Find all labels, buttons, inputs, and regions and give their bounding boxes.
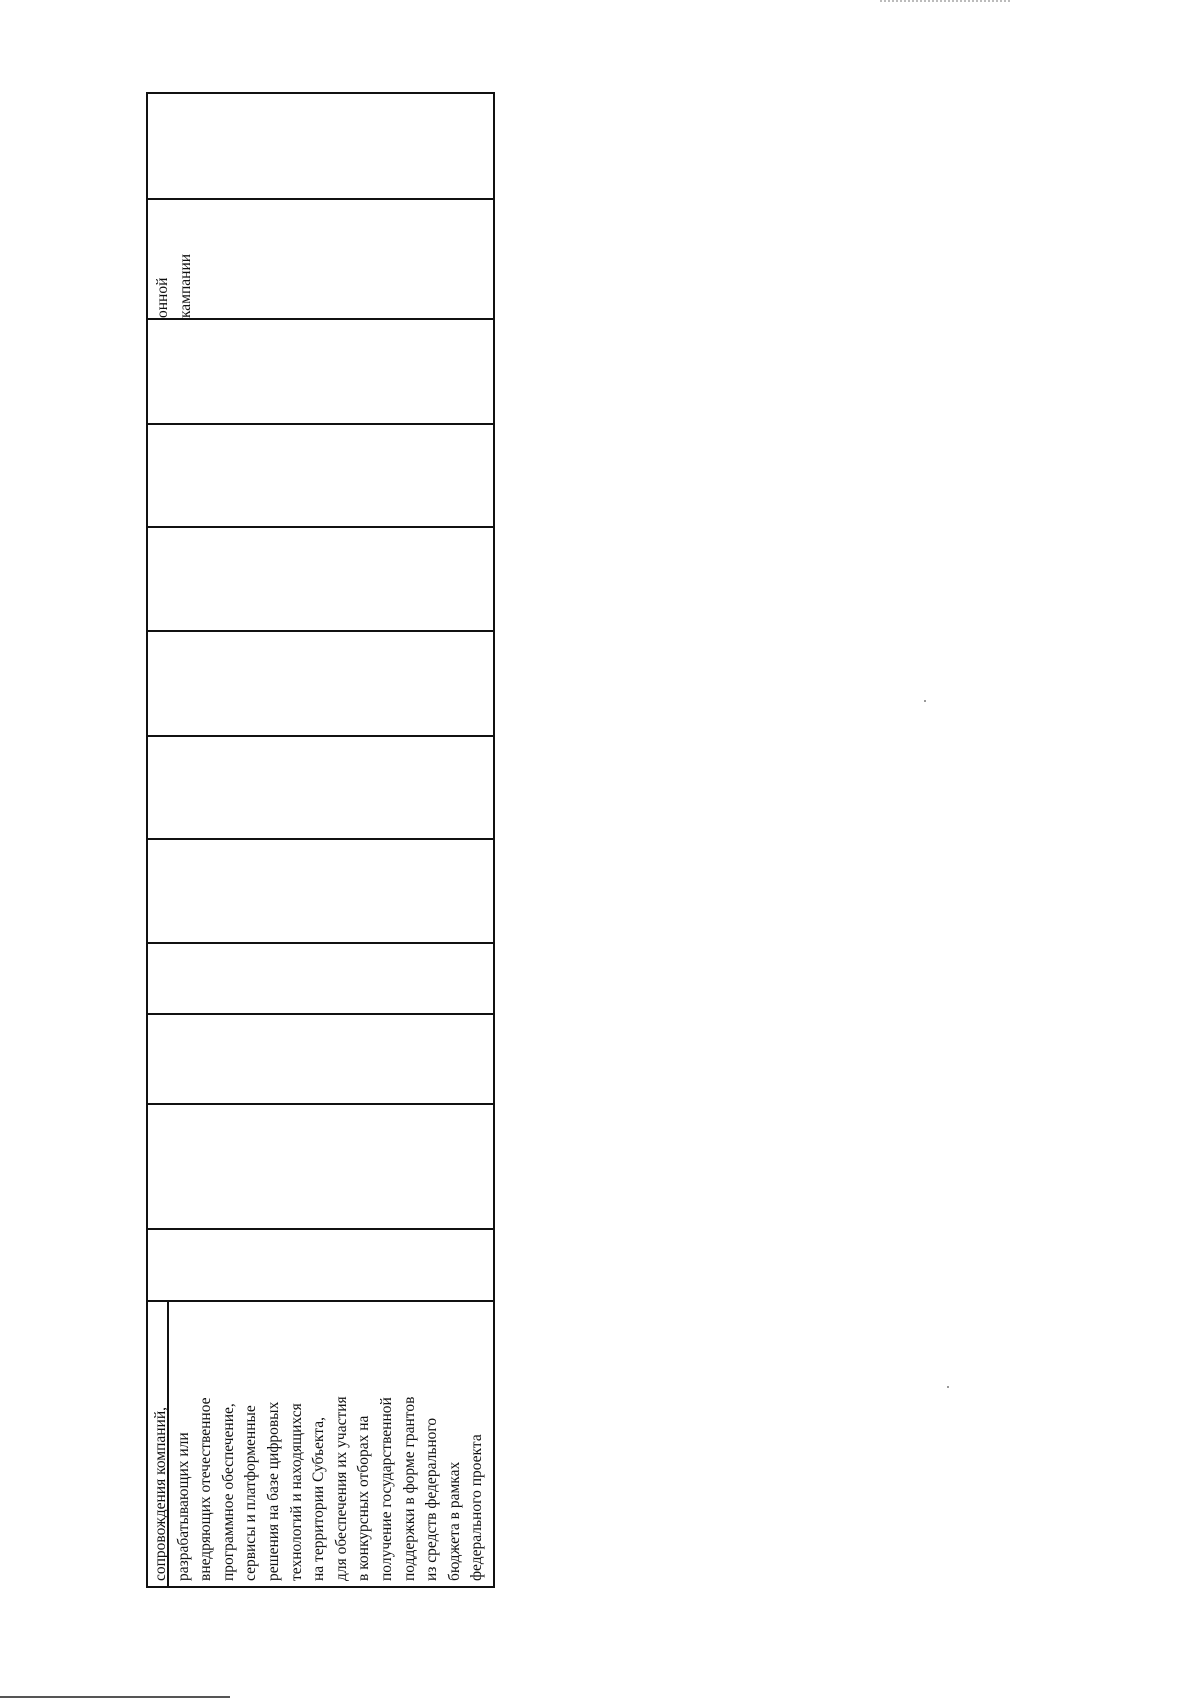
text-line: решения на базе цифровых (264, 1401, 282, 1581)
text-line: на территории Субъекта, (310, 1417, 328, 1581)
scan-speck (924, 700, 926, 702)
table-divider (146, 318, 495, 320)
text-line: из средств федерального (423, 1417, 441, 1581)
text-line: сервисы и платформенные (242, 1405, 260, 1581)
table-divider (146, 423, 495, 425)
scan-artifact-top (880, 0, 1010, 2)
table-divider (146, 630, 495, 632)
text-line: онной (154, 277, 171, 318)
table-divider (146, 526, 495, 528)
text-line: для обеспечения их участия (332, 1396, 350, 1581)
table-cell-campaign (152, 254, 197, 318)
scan-speck (947, 1386, 949, 1388)
table-divider (146, 198, 495, 200)
table-divider (146, 942, 495, 944)
table-divider (146, 1013, 495, 1015)
text-line: бюджета в рамках (445, 1461, 463, 1581)
table-divider (146, 735, 495, 737)
text-line: сопровождения компаний, (152, 1406, 169, 1581)
text-line: разрабатывающих или (174, 1432, 192, 1581)
table-divider (146, 1300, 495, 1302)
table-cell-description (150, 1396, 489, 1581)
text-line: поддержки в форме грантов (400, 1396, 418, 1581)
table-divider (146, 1228, 495, 1230)
text-line: внедряющих отечественное (197, 1397, 215, 1581)
scan-artifact-bottom (0, 1696, 230, 1698)
table-divider (146, 1103, 495, 1105)
table-frame (146, 92, 495, 1588)
text-line: в конкурсных отборах на (355, 1415, 373, 1581)
table-divider (146, 838, 495, 840)
text-line: технологий и находящихся (287, 1403, 305, 1581)
text-line: кампании (176, 253, 194, 318)
text-line: получение государственной (377, 1397, 395, 1581)
text-line: федерального проекта (468, 1434, 486, 1581)
text-line: программное обеспечение, (219, 1403, 237, 1581)
